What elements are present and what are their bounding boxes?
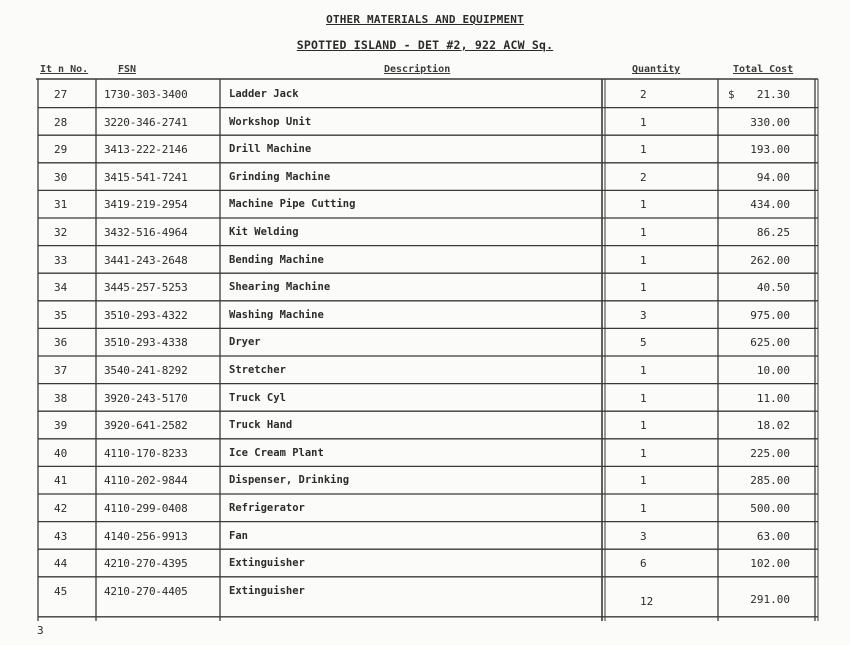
table-row [0,522,850,550]
row-item-number: 43 [54,529,68,543]
row-item-number: 40 [54,446,68,460]
row-item-number: 45 [54,584,68,598]
table-row [0,577,850,617]
row-quantity: 12 [640,594,654,608]
row-dollar-sign: $ [728,88,735,101]
column-header-item: It n No. [40,64,89,75]
row-total-cost: 102.00 [750,557,790,571]
row-fsn: 3432-516-4964 [104,226,188,239]
row-description: Shearing Machine [229,281,331,294]
column-header-quantity: Quantity [632,64,681,75]
table-row [0,549,850,577]
row-item-number: 36 [54,336,68,350]
row-quantity: 3 [640,308,647,322]
row-description: Dryer [229,336,261,349]
table-row [0,466,850,494]
row-description: Refrigerator [229,502,305,514]
row-description: Truck Cyl [229,391,286,404]
row-fsn: 4110-299-0408 [104,502,188,515]
row-total-cost: 94.00 [756,170,790,184]
row-quantity: 1 [640,143,647,157]
row-description: Bending Machine [229,253,324,266]
table-row [0,328,850,356]
row-fsn: 3920-243-5170 [104,391,188,405]
row-total-cost: 500.00 [750,502,790,515]
row-total-cost: 225.00 [750,446,790,460]
row-fsn: 3540-241-8292 [104,364,188,377]
row-quantity: 1 [640,226,647,239]
table-row [0,108,850,136]
row-item-number: 38 [54,391,68,405]
row-quantity: 1 [640,474,647,488]
row-total-cost: 193.00 [750,143,790,157]
row-item-number: 31 [54,198,68,212]
row-quantity: 1 [640,446,647,460]
row-description: Extinguisher [229,557,305,570]
row-quantity: 1 [640,253,647,267]
row-total-cost: 975.00 [750,308,790,322]
row-fsn: 4210-270-4405 [104,584,188,598]
table-row [0,439,850,467]
row-total-cost: 21.30 [756,88,790,101]
row-item-number: 42 [54,502,68,515]
row-total-cost: 330.00 [750,115,790,129]
row-description: Ice Cream Plant [229,446,324,459]
row-total-cost: 434.00 [750,198,790,212]
row-fsn: 3220-346-2741 [104,115,188,129]
table-row [0,80,850,108]
row-fsn: 3415-541-7241 [104,170,188,184]
row-quantity: 1 [640,198,647,212]
row-total-cost: 18.02 [756,419,790,433]
row-fsn: 3441-243-2648 [104,253,188,267]
column-header-fsn: FSN [118,64,137,75]
table-row [0,190,850,218]
row-total-cost: 63.00 [756,529,790,543]
row-description: Washing Machine [229,308,324,321]
row-fsn: 3920-641-2582 [104,419,188,433]
row-quantity: 2 [640,88,647,101]
row-item-number: 37 [54,364,68,377]
row-item-number: 34 [54,281,68,295]
table-row [0,218,850,246]
row-description: Stretcher [229,364,286,376]
row-quantity: 1 [640,364,647,377]
row-total-cost: 11.00 [756,391,790,405]
row-quantity: 2 [640,170,647,184]
row-description: Extinguisher [229,584,305,597]
row-fsn: 3510-293-4338 [104,336,188,350]
table-row [0,273,850,301]
row-description: Grinding Machine [229,170,331,183]
document-subtitle: SPOTTED ISLAND - DET #2, 922 ACW Sq. [296,38,554,52]
document-title: OTHER MATERIALS AND EQUIPMENT [326,13,524,26]
row-fsn: 4210-270-4395 [104,557,188,571]
column-header-description: Description [384,64,451,75]
row-item-number: 41 [54,474,68,488]
row-description: Ladder Jack [229,88,299,100]
table-row [0,135,850,163]
row-fsn: 3419-219-2954 [104,198,188,212]
row-quantity: 5 [640,336,647,350]
row-item-number: 32 [54,226,68,239]
page-number: 3 [37,624,44,637]
row-item-number: 35 [54,308,68,322]
row-quantity: 1 [640,391,647,405]
table-row [0,246,850,274]
row-quantity: 6 [640,557,647,571]
row-description: Truck Hand [229,419,293,432]
row-item-number: 33 [54,253,68,267]
row-total-cost: 86.25 [756,226,790,239]
table-row [0,301,850,329]
row-fsn: 3510-293-4322 [104,308,188,322]
row-item-number: 27 [54,88,68,101]
row-item-number: 39 [54,419,68,433]
row-item-number: 30 [54,170,68,184]
row-item-number: 28 [54,115,68,129]
row-quantity: 1 [640,419,647,433]
row-total-cost: 285.00 [750,474,790,488]
table-row [0,411,850,439]
table-row [0,356,850,384]
row-description: Drill Machine [229,143,312,156]
table-row [0,494,850,522]
row-quantity: 1 [640,502,647,515]
row-total-cost: 40.50 [756,281,790,295]
row-description: Fan [229,529,248,542]
row-total-cost: 291.00 [750,592,790,606]
row-description: Workshop Unit [229,115,312,128]
column-header-total-cost: Total Cost [733,64,794,75]
row-quantity: 3 [640,529,647,543]
row-description: Dispenser, Drinking [229,474,350,487]
row-fsn: 4110-170-8233 [104,446,188,460]
row-total-cost: 262.00 [750,253,790,267]
row-total-cost: 10.00 [756,364,790,377]
row-quantity: 1 [640,281,647,295]
table-row [0,384,850,412]
row-fsn: 3413-222-2146 [104,143,188,157]
row-total-cost: 625.00 [750,336,790,350]
row-fsn: 3445-257-5253 [104,281,188,295]
row-fsn: 4140-256-9913 [104,529,188,543]
row-fsn: 4110-202-9844 [104,474,188,488]
row-quantity: 1 [640,115,647,129]
row-fsn: 1730-303-3400 [104,88,188,101]
row-item-number: 29 [54,143,68,157]
row-description: Kit Welding [229,226,299,238]
row-item-number: 44 [54,557,68,571]
table-row [0,163,850,191]
row-description: Machine Pipe Cutting [229,198,356,211]
